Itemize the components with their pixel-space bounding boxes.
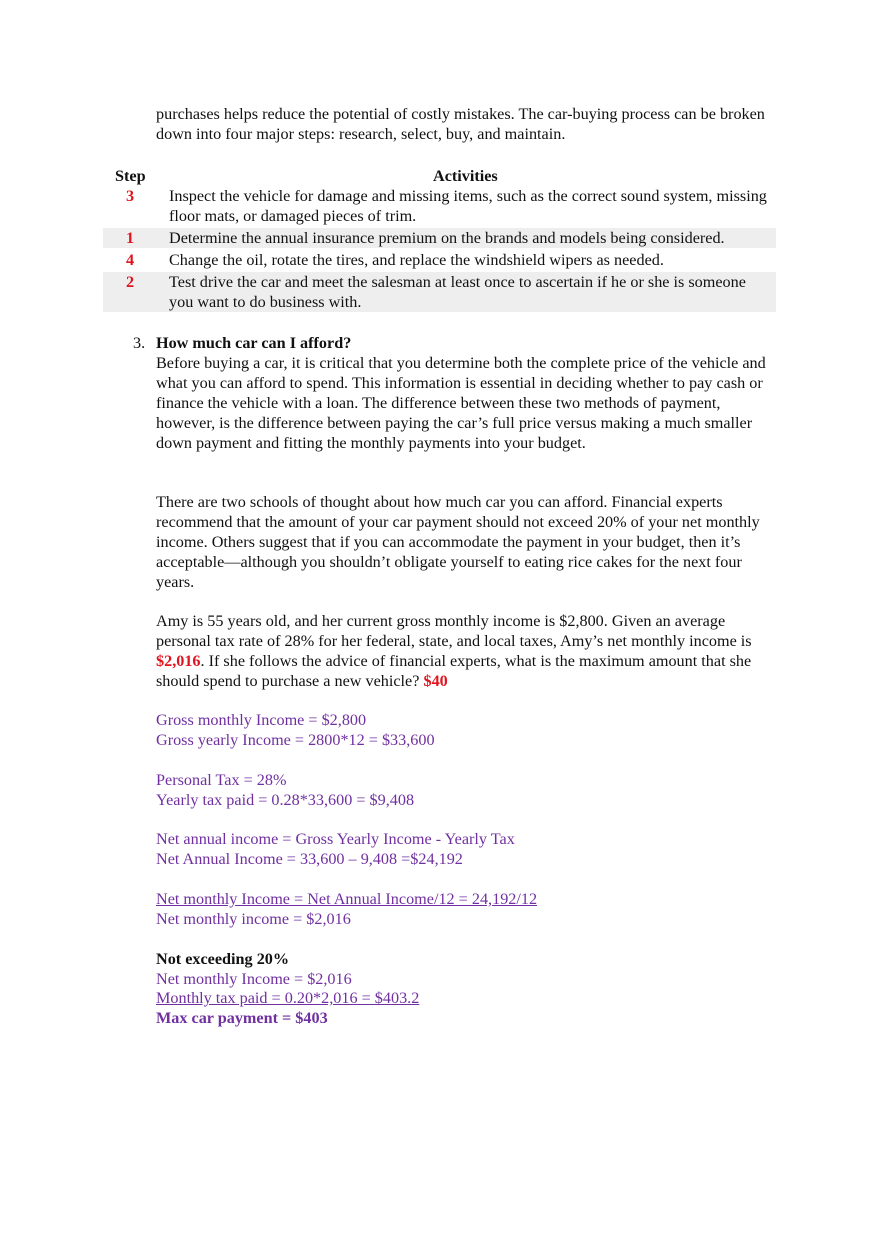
- table-row: [103, 272, 776, 312]
- step-activity: Test drive the car and meet the salesman at least once to ascertain if he or she is someone you want to do business with.: [169, 273, 746, 311]
- calc-net-annual: Net Annual Income = 33,600 – 9,408 =$24,192: [156, 850, 463, 868]
- net-income-answer: $2,016: [156, 652, 201, 670]
- step-number: 4: [126, 251, 135, 269]
- header-step: Step: [115, 167, 146, 185]
- calc-gross-monthly: Gross monthly Income = $2,800: [156, 711, 367, 729]
- step-activity: Determine the annual insurance premium on the brands and models being considered.: [169, 229, 725, 247]
- para3-text-b: . If she follows the advice of financial experts, what is the maximum amount that she should spend to purchase a new vehicle?: [156, 652, 752, 690]
- question-title: How much car can I afford?: [156, 334, 352, 352]
- calc-net-annual-def: Net annual income = Gross Yearly Income - Yearly Tax: [156, 830, 515, 848]
- table-row: [103, 186, 776, 226]
- calc-monthly-tax: Monthly tax paid = 0.20*2,016 = $403.2: [156, 989, 420, 1007]
- question-paragraph-2: There are two schools of thought about how much car you can afford. Financial experts recommend that the amount of your car payment should not exceed 20% of your net monthly income. Others suggest that if you can accommodate the payment in your budget, then it’s acceptable—although you shouldn’t obligate yourself to eating rice cakes for the next four years.: [156, 493, 760, 591]
- step-activity: Inspect the vehicle for damage and missing items, such as the correct sound system, missing floor mats, or damaged pieces of trim.: [169, 187, 767, 225]
- step-number: 2: [126, 273, 135, 291]
- calc-personal-tax: Personal Tax = 28%: [156, 771, 287, 789]
- steps-table-header: [103, 166, 776, 186]
- step-activity: Change the oil, rotate the tires, and replace the windshield wipers as needed.: [169, 251, 664, 269]
- calc-net-monthly-def: Net monthly Income = Net Annual Income/12 = 24,192/12: [156, 890, 538, 908]
- calc-yearly-tax: Yearly tax paid = 0.28*33,600 = $9,408: [156, 791, 415, 809]
- steps-table: [103, 166, 776, 312]
- step-number: 3: [126, 187, 135, 205]
- header-activities: Activities: [433, 167, 498, 185]
- calc-net-monthly-2: Net monthly Income = $2,016: [156, 970, 352, 988]
- step-number: 1: [126, 229, 135, 247]
- max-amount-answer: $40: [423, 672, 448, 690]
- table-row: [103, 228, 776, 248]
- table-row: [103, 250, 776, 270]
- question-paragraph-3: [156, 611, 781, 691]
- calc-gross-yearly: Gross yearly Income = 2800*12 = $33,600: [156, 731, 435, 749]
- calc-max-payment: Max car payment = $403: [156, 1009, 328, 1027]
- calc-net-monthly: Net monthly income = $2,016: [156, 910, 351, 928]
- para3-text-a: Amy is 55 years old, and her current gross monthly income is $2,800. Given an average personal tax rate of 28% for her federal, state, and local taxes, Amy’s net monthly income is: [156, 612, 752, 650]
- intro-paragraph: purchases helps reduce the potential of costly mistakes. The car-buying process can be broken down into four major steps: research, select, buy, and maintain.: [156, 105, 765, 143]
- calc-not-exceeding-heading: Not exceeding 20%: [156, 950, 290, 968]
- question-paragraph-1: Before buying a car, it is critical that you determine both the complete price of the vehicle and what you can afford to spend. This information is essential in deciding whether to pay cash or finance the vehicle with a loan. The difference between these two methods of payment, however, is the difference between paying the car’s full price versus making a much smaller down payment and fitting the monthly payments into your budget.: [156, 354, 766, 452]
- question-number: 3.: [133, 334, 146, 352]
